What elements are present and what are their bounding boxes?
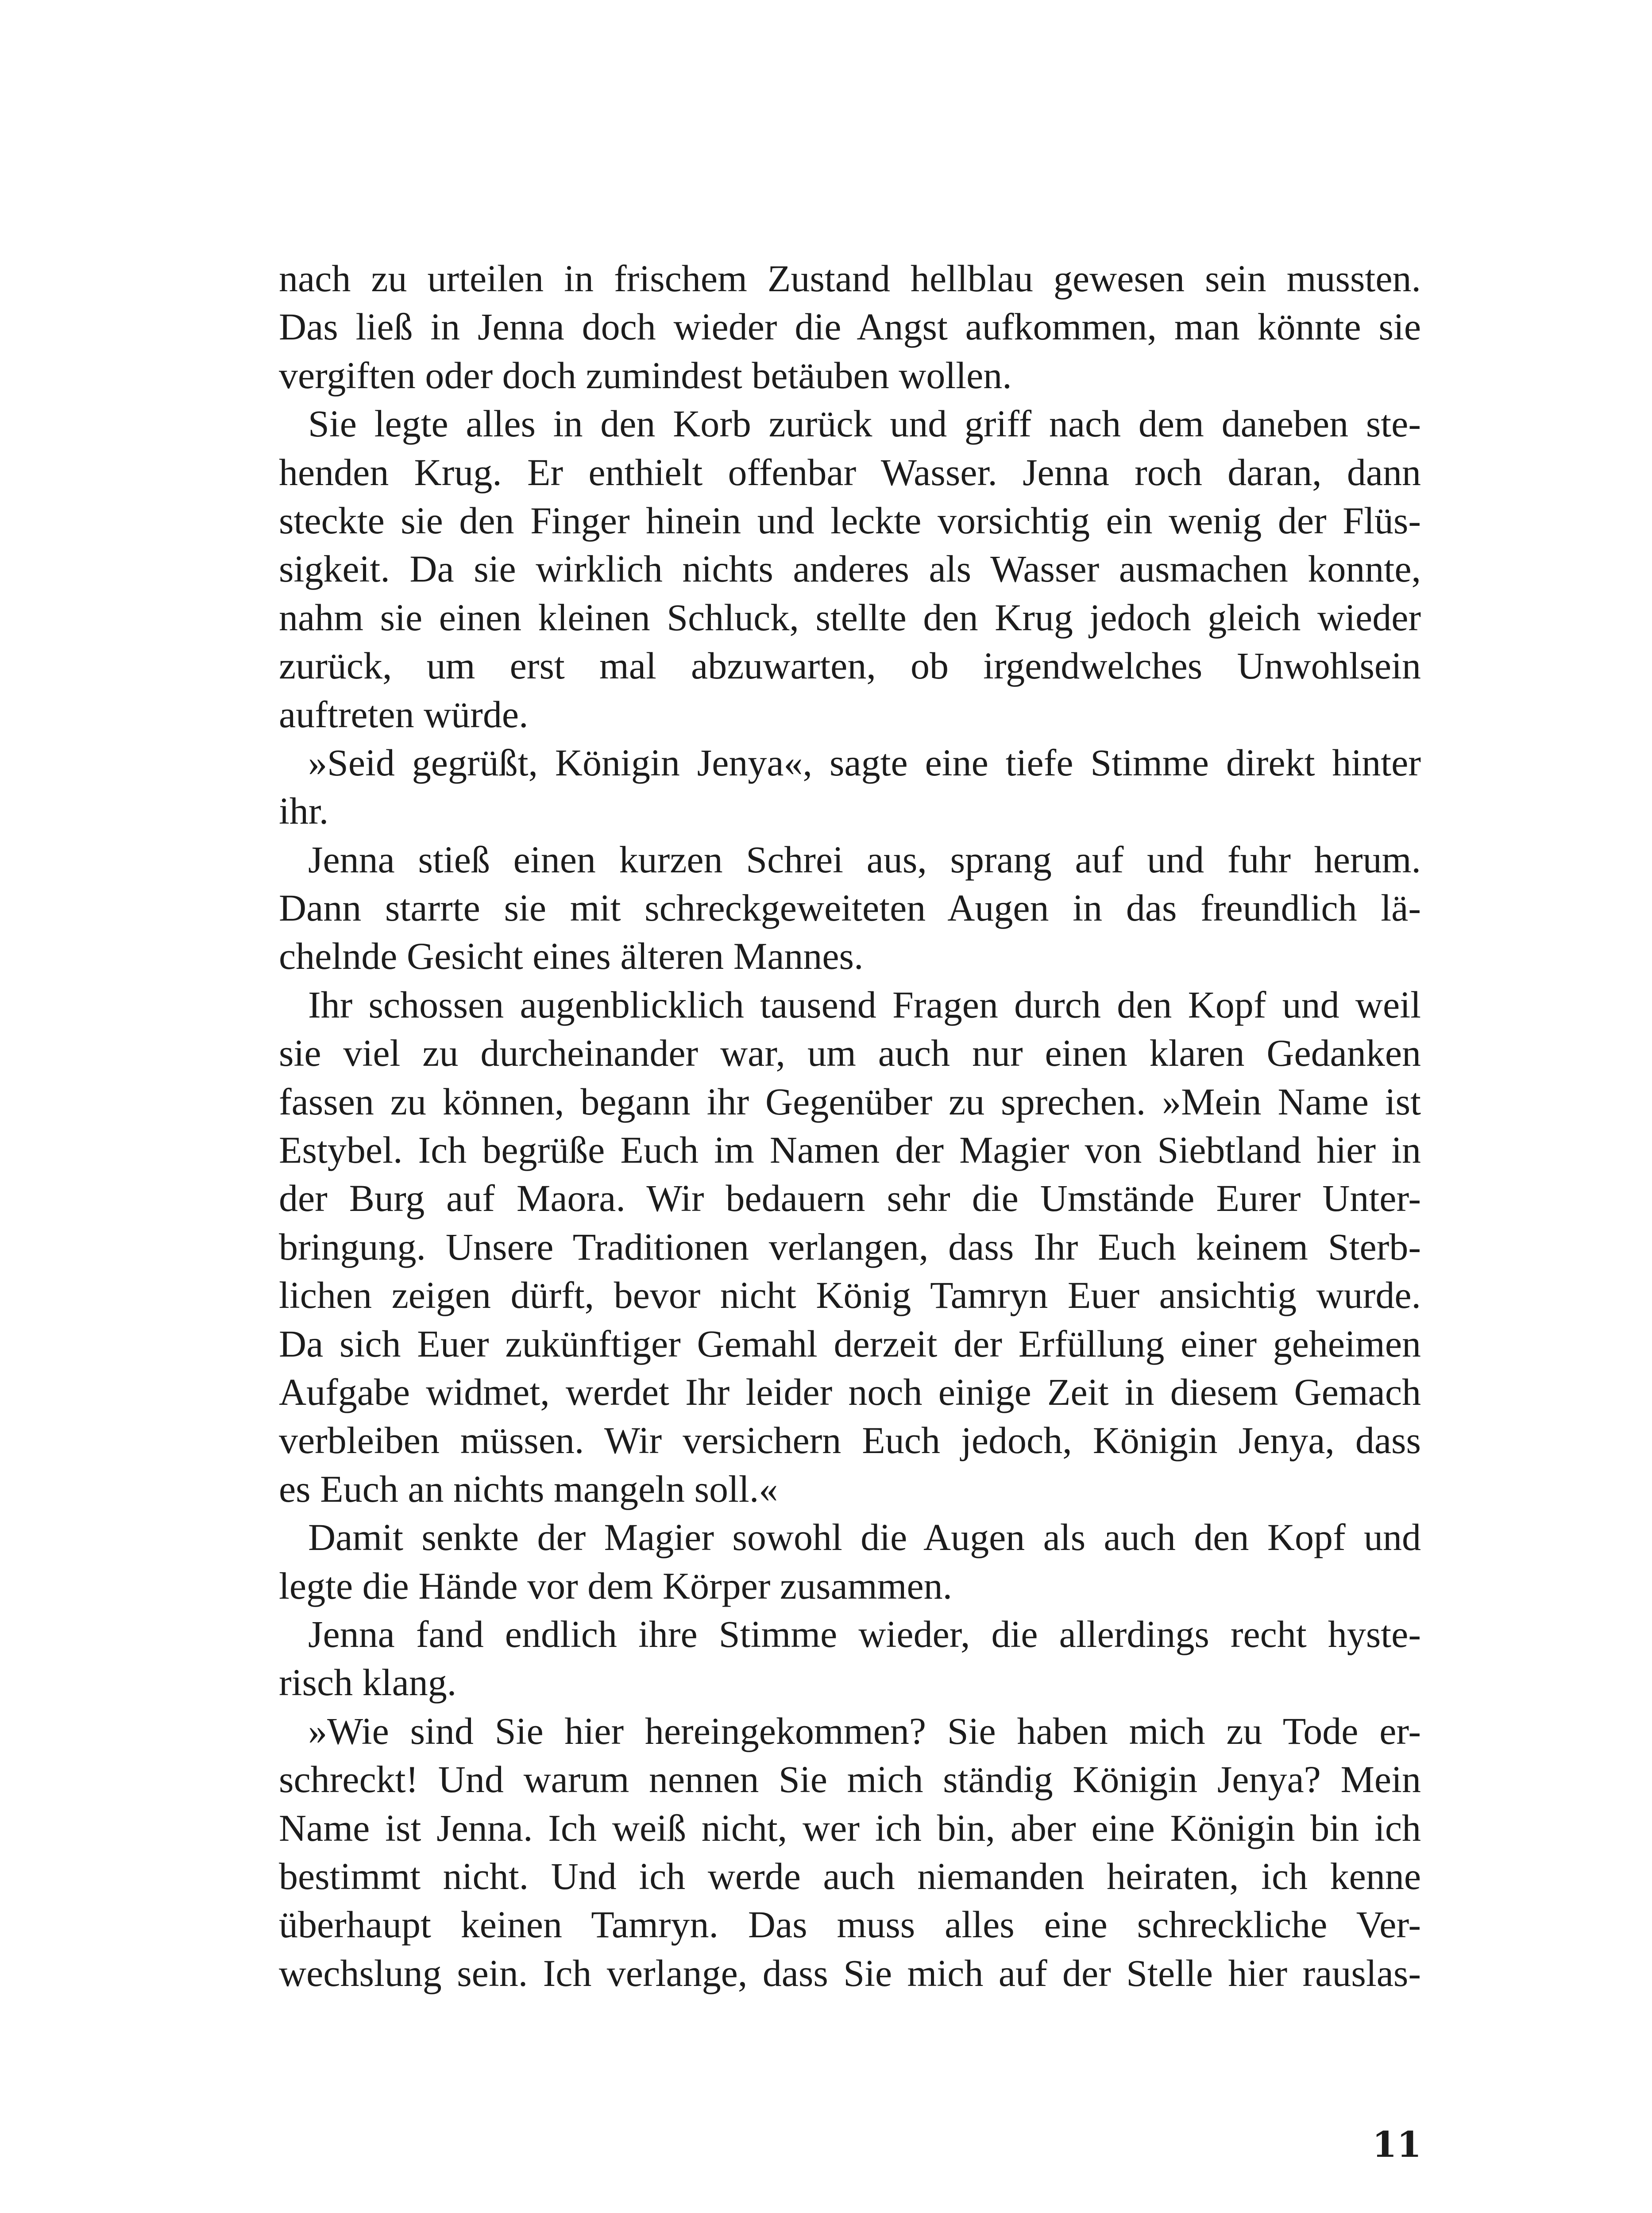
text-line: bestimmt nicht. Und ich werde auch niemanden heiraten, ich kenne [279, 1854, 1421, 1897]
text-line: Da sich Euer zukünftiger Gemahl derzeit der Erfüllung einer geheimen [279, 1322, 1421, 1365]
text-line: chelnde Gesicht eines älteren Mannes. [279, 935, 864, 978]
text-line: es Euch an nichts mangeln soll.« [279, 1467, 778, 1510]
text-line: Damit senkte der Magier sowohl die Augen als auch den Kopf und [308, 1516, 1421, 1559]
text-line: Estybel. Ich begrüße Euch im Namen der Magier von Siebtland hier in [279, 1129, 1421, 1172]
text-line: ihr. [279, 790, 329, 833]
text-line: »Wie sind Sie hier hereingekommen? Sie haben mich zu Tode er- [308, 1709, 1421, 1752]
text-line: Name ist Jenna. Ich weiß nicht, wer ich bin, aber eine Königin bin ich [279, 1806, 1421, 1849]
text-line: bringung. Unsere Traditionen verlangen, dass Ihr Euch keinem Sterb- [279, 1225, 1421, 1268]
text-line: risch klang. [279, 1661, 457, 1704]
text-line: Dann starrte sie mit schreckgeweiteten Augen in das freundlich lä- [279, 887, 1421, 929]
text-line: sie viel zu durcheinander war, um auch nur einen klaren Gedanken [279, 1032, 1421, 1075]
text-line: nach zu urteilen in frischem Zustand hellblau gewesen sein mussten. [279, 257, 1421, 300]
text-line: der Burg auf Maora. Wir bedauern sehr die Umstände Eurer Unter- [279, 1177, 1421, 1220]
text-line: verbleiben müssen. Wir versichern Euch jedoch, Königin Jenya, dass [279, 1419, 1421, 1462]
text-line: nahm sie einen kleinen Schluck, stellte den Krug jedoch gleich wieder [279, 596, 1421, 639]
text-line: henden Krug. Er enthielt offenbar Wasser. Jenna roch daran, dann [279, 451, 1421, 493]
page-number: 11 [1372, 2124, 1422, 2165]
text-line: lichen zeigen dürft, bevor nicht König Tamryn Euer ansichtig wurde. [279, 1274, 1421, 1317]
text-line: wechslung sein. Ich verlange, dass Sie mich auf der Stelle hier rauslas- [279, 1951, 1421, 1994]
text-line: Jenna stieß einen kurzen Schrei aus, sprang auf und fuhr herum. [308, 838, 1421, 881]
text-line: fassen zu können, begann ihr Gegenüber zu sprechen. »Mein Name ist [279, 1080, 1421, 1123]
body-text [279, 254, 1421, 1997]
text-line: überhaupt keinen Tamryn. Das muss alles eine schreckliche Ver- [279, 1903, 1421, 1946]
text-line: schreckt! Und warum nennen Sie mich ständig Königin Jenya? Mein [279, 1758, 1421, 1801]
text-line: legte die Hände vor dem Körper zusammen. [279, 1564, 953, 1607]
text-line: Sie legte alles in den Korb zurück und griff nach dem daneben ste- [308, 402, 1421, 445]
text-line: vergiften oder doch zumindest betäuben wollen. [279, 354, 1012, 397]
text-line: »Seid gegrüßt, Königin Jenya«, sagte eine tiefe Stimme direkt hinter [308, 741, 1421, 784]
text-line: zurück, um erst mal abzuwarten, ob irgendwelches Unwohlsein [279, 644, 1421, 687]
text-line: auftreten würde. [279, 693, 529, 736]
text-line: Jenna fand endlich ihre Stimme wieder, die allerdings recht hyste- [308, 1612, 1421, 1655]
text-line: Aufgabe widmet, werdet Ihr leider noch einige Zeit in diesem Gemach [279, 1370, 1421, 1413]
text-line: sigkeit. Da sie wirklich nichts anderes als Wasser ausmachen konnte, [279, 547, 1421, 590]
text-line: Ihr schossen augenblicklich tausend Fragen durch den Kopf und weil [308, 983, 1421, 1026]
text-line: steckte sie den Finger hinein und leckte vorsichtig ein wenig der Flüs- [279, 499, 1421, 542]
text-line: Das ließ in Jenna doch wieder die Angst aufkommen, man könnte sie [279, 305, 1421, 348]
